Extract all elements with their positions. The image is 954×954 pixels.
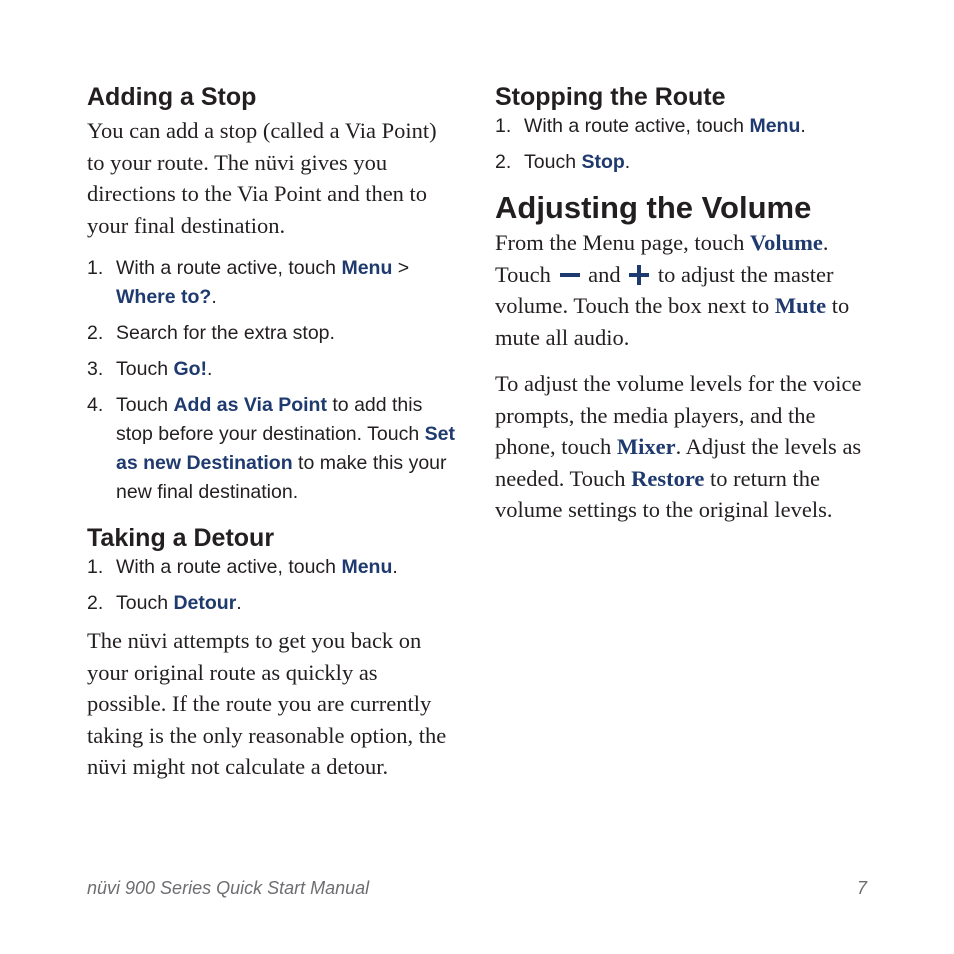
heading-taking-a-detour: Taking a Detour	[87, 524, 275, 552]
right-column	[495, 82, 870, 526]
volume-paragraph-2: To adjust the volume levels for the voice prompts, the media players, and the phone, touch Mixer. Adjust the levels as needed. Touch Restore to return the volume settings to the original levels.	[495, 371, 862, 522]
volume-keyword: Volume	[749, 230, 823, 255]
go-keyword: Go!	[173, 358, 208, 380]
list-item: 1. With a route active, touch Menu > Where to?.	[87, 257, 410, 308]
adding-stop-intro: You can add a stop (called a Via Point) to your route. The nüvi gives you directions to the Via Point and then to your final destination.	[87, 118, 437, 238]
list-item: 1. With a route active, touch Menu.	[495, 115, 806, 137]
plus-icon	[628, 263, 650, 285]
menu-keyword: Menu	[341, 556, 393, 578]
menu-keyword: Menu	[341, 257, 393, 279]
mute-keyword: Mute	[774, 293, 827, 318]
list-item: 1. With a route active, touch Menu.	[87, 556, 398, 578]
heading-adding-a-stop: Adding a Stop	[87, 83, 257, 111]
menu-keyword: Menu	[749, 115, 801, 137]
footer-page-number: 7	[857, 878, 868, 898]
heading-stopping-the-route: Stopping the Route	[495, 83, 726, 111]
stopping-steps	[495, 112, 870, 177]
where-to-keyword: Where to?	[116, 286, 212, 308]
mixer-keyword: Mixer	[616, 434, 676, 459]
left-column	[87, 82, 462, 783]
footer-manual-title: nüvi 900 Series Quick Start Manual	[87, 878, 370, 898]
set-as-new-destination-keyword: Set as new Destination	[116, 423, 455, 474]
restore-keyword: Restore	[631, 465, 705, 491]
detour-keyword: Detour	[173, 592, 237, 614]
list-item: 2. Touch Detour.	[87, 592, 242, 614]
heading-adjusting-the-volume: Adjusting the Volume	[495, 190, 812, 225]
section-adding-a-stop	[87, 82, 462, 507]
section-stopping-the-route	[495, 82, 870, 177]
stop-keyword: Stop	[581, 151, 625, 173]
detour-description: The nüvi attempts to get you back on your original route as quickly as possible. If the route you are currently taking is the only reasonable option, the nüvi might not calculate a detour.	[87, 628, 447, 779]
list-item: 2. Touch Stop.	[495, 151, 631, 173]
list-item: 2. Search for the extra stop.	[87, 322, 335, 344]
section-adjusting-the-volume	[495, 189, 870, 526]
adding-stop-steps	[87, 254, 462, 507]
volume-paragraph-1: From the Menu page, touch Volume. Touch and to adjust the master volume. Touch the box next to Mute to mute all audio.	[495, 230, 850, 350]
minus-icon	[559, 263, 581, 285]
detour-steps	[87, 553, 462, 618]
add-as-via-point-keyword: Add as Via Point	[173, 394, 327, 416]
list-item: 4. Touch Add as Via Point to add this stop before your destination. Touch Set as new Destination to make this your new final destination.	[87, 394, 455, 503]
section-taking-a-detour	[87, 523, 462, 783]
list-item: 3. Touch Go!.	[87, 358, 213, 380]
